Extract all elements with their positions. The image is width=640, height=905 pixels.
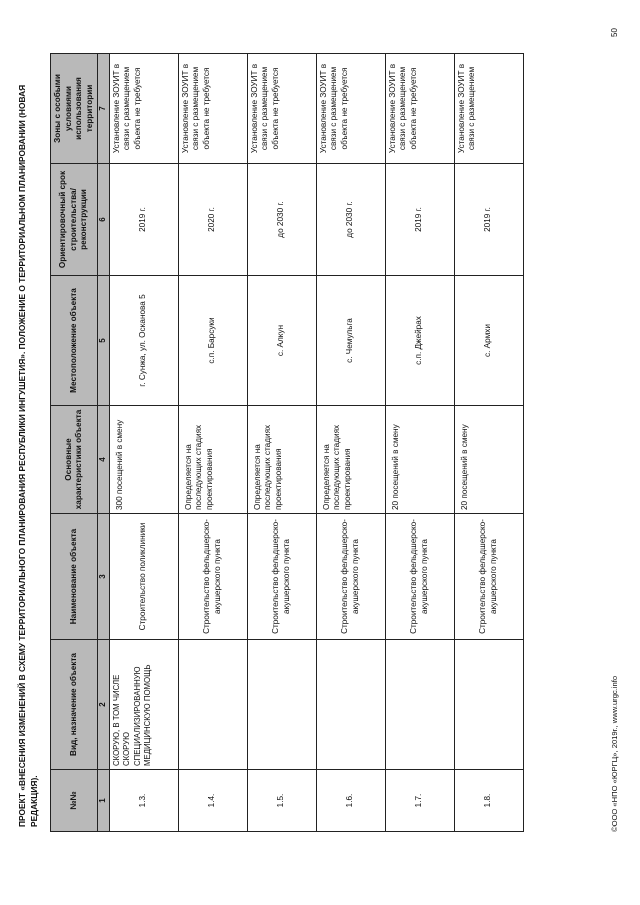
- column-number: 4: [98, 406, 110, 514]
- table-row: [109, 54, 178, 832]
- construction-term: 2019 г.: [385, 164, 454, 276]
- table-row: [316, 54, 385, 832]
- object-name: Строительство фельдшерско-акушерского пункта: [178, 514, 247, 640]
- row-number: 1.3.: [109, 770, 178, 832]
- row-number: 1.4.: [178, 770, 247, 832]
- object-characteristics: 300 посещений в смену: [109, 406, 178, 514]
- table-row: [178, 54, 247, 832]
- object-kind: [454, 640, 523, 770]
- object-kind: [178, 640, 247, 770]
- construction-term: 2019 г.: [109, 164, 178, 276]
- object-name: Строительство фельдшерско-акушерского пункта: [316, 514, 385, 640]
- object-kind: [316, 640, 385, 770]
- header-row: [51, 54, 98, 832]
- table-row: [454, 54, 523, 832]
- object-name: Строительство фельдшерско-акушерского пункта: [385, 514, 454, 640]
- special-zone: Установление ЗОУИТ в связи с размещением: [454, 54, 523, 164]
- column-header: Местоположение объекта: [51, 276, 98, 406]
- column-number: 7: [98, 54, 110, 164]
- construction-term: 2019 г.: [454, 164, 523, 276]
- object-kind: СКОРУЮ, В ТОМ ЧИСЛЕ СКОРУЮ СПЕЦИАЛИЗИРОВАННУЮ МЕДИЦИНСКУЮ ПОМОЩЬ: [109, 640, 178, 770]
- objects-table: [50, 53, 524, 832]
- document-header: ПРОЕКТ «ВНЕСЕНИЯ ИЗМЕНЕНИЙ В СХЕМУ ТЕРРИТОРИАЛЬНОГО ПЛАНИРОВАНИЯ РЕСПУБЛИКИ ИНГУШЕТИЯ». ПОЛОЖЕНИЕ О ТЕРРИТОРИАЛЬНОМ ПЛАНИРОВАНИИ (НОВАЯ РЕДАКЦИЯ).: [17, 84, 39, 827]
- column-header: Зоны с особыми условиями использования территории: [51, 54, 98, 164]
- special-zone: Установление ЗОУИТ в связи с размещением объекта не требуется: [385, 54, 454, 164]
- row-number: 1.7.: [385, 770, 454, 832]
- object-location: с. Армхи: [454, 276, 523, 406]
- object-location: с.п. Барсуки: [178, 276, 247, 406]
- column-header: Основные характеристики объекта: [51, 406, 98, 514]
- object-characteristics: Определяется на последующих стадиях проектирования: [178, 406, 247, 514]
- footer-copyright: ©ООО «НПО «ЮРГЦ», 2019г., www.urgc.info: [610, 675, 619, 832]
- column-number-row: [98, 54, 110, 832]
- object-name: Строительство фельдшерско-акушерского пункта: [454, 514, 523, 640]
- column-number: 2: [98, 640, 110, 770]
- object-location: с. Алкун: [247, 276, 316, 406]
- object-name: Строительство поликлиники: [109, 514, 178, 640]
- object-characteristics: 20 посещений в смену: [454, 406, 523, 514]
- table-row: [247, 54, 316, 832]
- object-location: с. Чемульга: [316, 276, 385, 406]
- column-header: №№: [51, 770, 98, 832]
- construction-term: до 2030 г.: [247, 164, 316, 276]
- column-header: Наименование объекта: [51, 514, 98, 640]
- row-number: 1.6.: [316, 770, 385, 832]
- column-header: Вид, назначение объекта: [51, 640, 98, 770]
- construction-term: до 2030 г.: [316, 164, 385, 276]
- page-number: 50: [610, 28, 619, 37]
- column-header: Ориентировочный срок строительства/ реконструкции: [51, 164, 98, 276]
- special-zone: Установление ЗОУИТ в связи с размещением объекта не требуется: [316, 54, 385, 164]
- column-number: 3: [98, 514, 110, 640]
- column-number: 6: [98, 164, 110, 276]
- object-name: Строительство фельдшерско-акушерского пункта: [247, 514, 316, 640]
- object-location: г. Сунжа, ул. Осканова 5: [109, 276, 178, 406]
- object-characteristics: 20 посещений в смену: [385, 406, 454, 514]
- special-zone: Установление ЗОУИТ в связи с размещением объекта не требуется: [178, 54, 247, 164]
- row-number: 1.5.: [247, 770, 316, 832]
- table-row: [385, 54, 454, 832]
- special-zone: Установление ЗОУИТ в связи с размещением объекта не требуется: [109, 54, 178, 164]
- construction-term: 2020 г.: [178, 164, 247, 276]
- special-zone: Установление ЗОУИТ в связи с размещением объекта не требуется: [247, 54, 316, 164]
- column-number: 1: [98, 770, 110, 832]
- object-location: с.п. Джейрах: [385, 276, 454, 406]
- row-number: 1.8.: [454, 770, 523, 832]
- column-number: 5: [98, 276, 110, 406]
- object-characteristics: Определяется на последующих стадиях проектирования: [316, 406, 385, 514]
- object-kind: [385, 640, 454, 770]
- object-characteristics: Определяется на последующих стадиях проектирования: [247, 406, 316, 514]
- object-kind: [247, 640, 316, 770]
